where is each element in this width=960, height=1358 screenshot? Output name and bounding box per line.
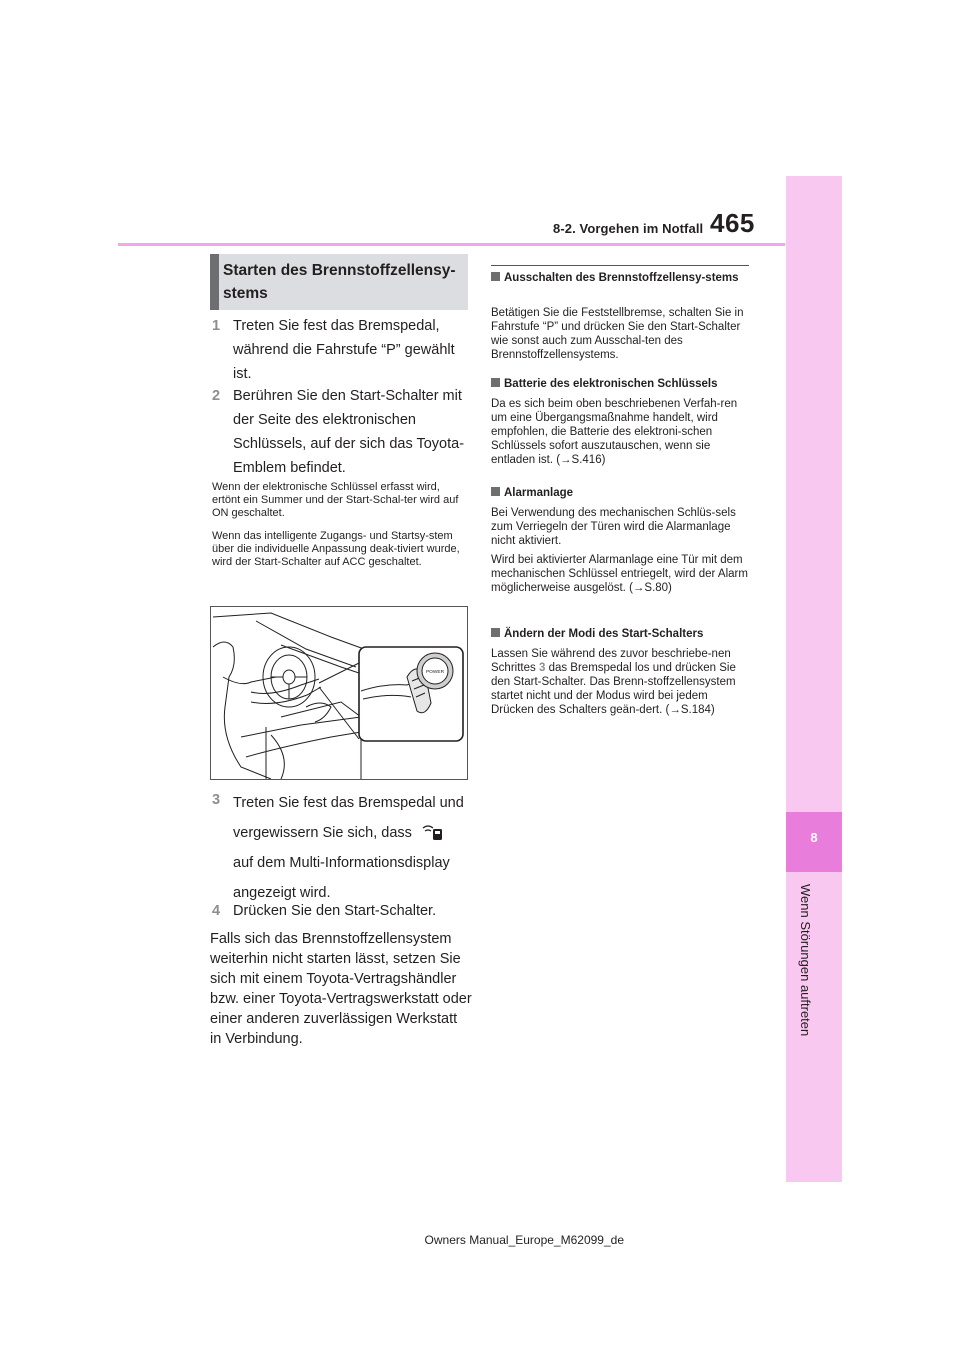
step-text-after: auf dem Multi-Informationsdisplay angezeigt wird. (233, 855, 450, 901)
right-column-rule (491, 265, 749, 266)
step-text-before: Treten Sie fest das Bremspedal und vergewissern Sie sich, dass (233, 795, 464, 841)
bullet-square-icon (491, 272, 500, 281)
step-text: Berühren Sie den Start-Schalter mit der Seite des elektronischen Schlüssels, auf der sich das Toyota-Emblem befindet. (233, 388, 465, 476)
step-reference: 3 (538, 662, 546, 674)
rc-heading-shutdown: Ausschalten des Brennstoffzellensy-stems (491, 271, 753, 285)
bullet-square-icon (491, 628, 500, 637)
step-number: 2 (212, 388, 221, 404)
header-rule (118, 243, 785, 246)
section-heading-accent (210, 254, 219, 310)
step-1 (212, 314, 472, 386)
rc-heading-key-battery: Batterie des elektronischen Schlüssels (491, 377, 753, 391)
bullet-square-icon (491, 487, 500, 496)
step-2 (212, 384, 472, 480)
section-reference: 8-2. Vorgehen im Notfall (553, 221, 704, 236)
step-3 (212, 788, 472, 908)
note-2: Wenn das intelligente Zugangs- und Startsy-stem über die individuelle Anpassung deak-tiviert wurde, wird der Start-Schalter auf ACC geschaltet. (212, 530, 460, 568)
page-number: 465 (710, 208, 755, 238)
rc-body-key-battery: Da es sich beim oben beschriebenen Verfah-ren um eine Übergangsmaßnahme handelt, wird empfohlen, die Batterie des elektroni-schen Schlüssels sofort auszutauschen, wenn sie entladen ist. (→S.416) (491, 398, 738, 466)
step-text: Drücken Sie den Start-Schalter. (233, 903, 437, 919)
rc-heading-alarm: Alarmanlage (491, 486, 753, 500)
illustration-drawing (211, 607, 467, 779)
rc-body-modes: Lassen Sie während des zuvor beschriebe-nen Schrittes 3 das Bremspedal los und drücken Sie den Start-Schalter. Das Brenn-stoffzellensystem startet nicht und der Modus wird bei jedem Drücken des Schalters geän-dert. (→S.184) (491, 648, 736, 716)
chapter-title: Wenn Störungen auftreten (798, 884, 813, 1037)
power-button-label: POWER (425, 670, 445, 675)
step-number: 3 (212, 792, 221, 808)
step-number: 1 (212, 318, 221, 334)
fuel-cell-indicator-icon (420, 822, 444, 840)
illustration-start-switch (210, 606, 468, 780)
closing-paragraph: Falls sich das Brennstoffzellensystem weiterhin nicht starten lässt, setzen Sie sich mit einem Toyota-Vertragshändler bzw. einer Toyota-Vertragswerkstatt oder einer anderen zuverlässigen Werkstatt in Verbindung. (210, 931, 472, 1047)
section-heading: Starten des Brennstoffzellensy-stems (223, 262, 456, 302)
rc-body-alarm-2: Wird bei aktivierter Alarmanlage eine Tür mit dem mechanischen Schlüssel entriegelt, wird der Alarm möglicherweise ausgelöst. (→S.80) (491, 554, 748, 594)
bullet-square-icon (491, 378, 500, 387)
step-text: Treten Sie fest das Bremspedal, während die Fahrstufe “P” gewählt ist. (233, 318, 455, 382)
chapter-number: 8 (810, 830, 818, 845)
step-4 (212, 899, 472, 923)
note-1: Wenn der elektronische Schlüssel erfasst wird, ertönt ein Summer und der Start-Schal-ter wird auf ON geschaltet. (212, 481, 459, 519)
rc-body-alarm: Bei Verwendung des mechanischen Schlüs-sels zum Verriegeln der Türen wird die Alarmanlage nicht aktiviert. (491, 507, 736, 547)
step-number: 4 (212, 903, 221, 919)
rc-body-shutdown: Betätigen Sie die Feststellbremse, schalten Sie in Fahrstufe “P” und drücken Sie den Start-Schalter wie sonst auch zum Ausschal-ten des Brennstoffzellensystems. (491, 307, 744, 361)
rc-heading-modes: Ändern der Modi des Start-Schalters (491, 627, 753, 641)
footer-manual-id: Owners Manual_Europe_M62099_de (424, 1233, 624, 1247)
